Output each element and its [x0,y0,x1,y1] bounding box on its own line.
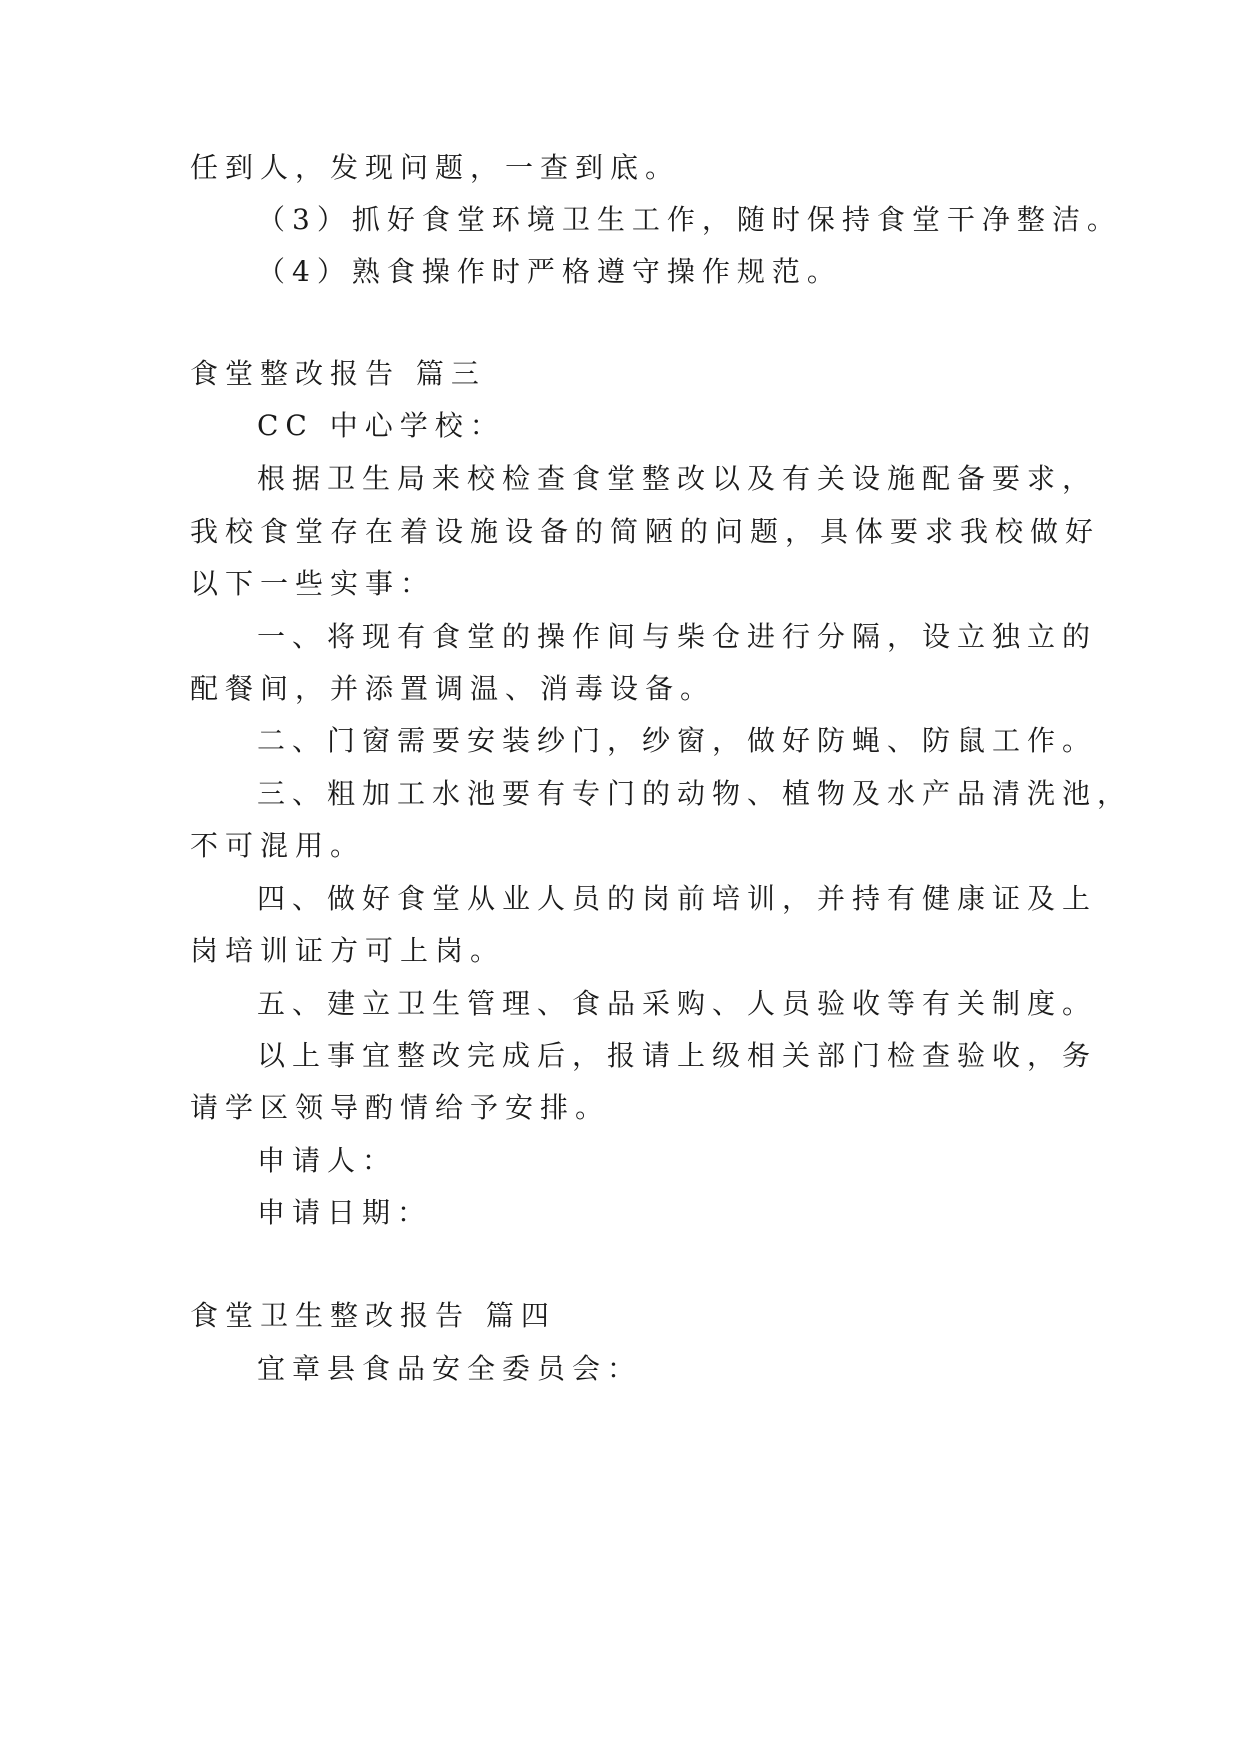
list-item-5: 五、建立卫生管理、食品采购、人员验收等有关制度。 [257,987,1098,1020]
list-item-3: 三、粗加工水池要有专门的动物、植物及水产品清洗池， [257,777,1133,810]
closing-line: 以上事宜整改完成后，报请上级相关部门检查验收，务 [257,1039,1098,1072]
list-item-1: 一、将现有食堂的操作间与柴仓进行分隔，设立独立的 [257,620,1098,653]
paragraph-line: 我校食堂存在着设施设备的简陋的问题，具体要求我校做好 [190,515,1101,548]
list-item-4: 四、做好食堂从业人员的岗前培训，并持有健康证及上 [257,882,1098,915]
paragraph-line: 根据卫生局来校检查食堂整改以及有关设施配备要求， [257,462,1098,495]
section-heading-3: 食堂整改报告 篇三 [190,357,486,390]
applicant-label: 申请人： [257,1144,398,1177]
section-heading-4: 食堂卫生整改报告 篇四 [190,1299,556,1332]
list-item-1-continued: 配餐间，并添置调温、消毒设备。 [190,672,716,705]
closing-line: 请学区领导酌情给予安排。 [190,1091,611,1124]
list-item-3-continued: 不可混用。 [190,829,366,862]
list-item-2: 二、门窗需要安装纱门，纱窗，做好防蝇、防鼠工作。 [257,724,1098,757]
list-item-4-continued: 岗培训证方可上岗。 [190,934,506,967]
date-label: 申请日期： [257,1196,433,1229]
paragraph-line: 以下一些实事： [190,567,436,600]
paragraph-line: 任到人，发现问题，一查到底。 [190,151,681,184]
salutation: CC 中心学校： [257,409,505,442]
salutation: 宜章县食品安全委员会： [257,1352,643,1385]
list-item-3: （3）抓好食堂环境卫生工作，随时保持食堂干净整洁。 [257,203,1122,236]
list-item-4: （4）熟食操作时严格遵守操作规范。 [257,255,842,288]
